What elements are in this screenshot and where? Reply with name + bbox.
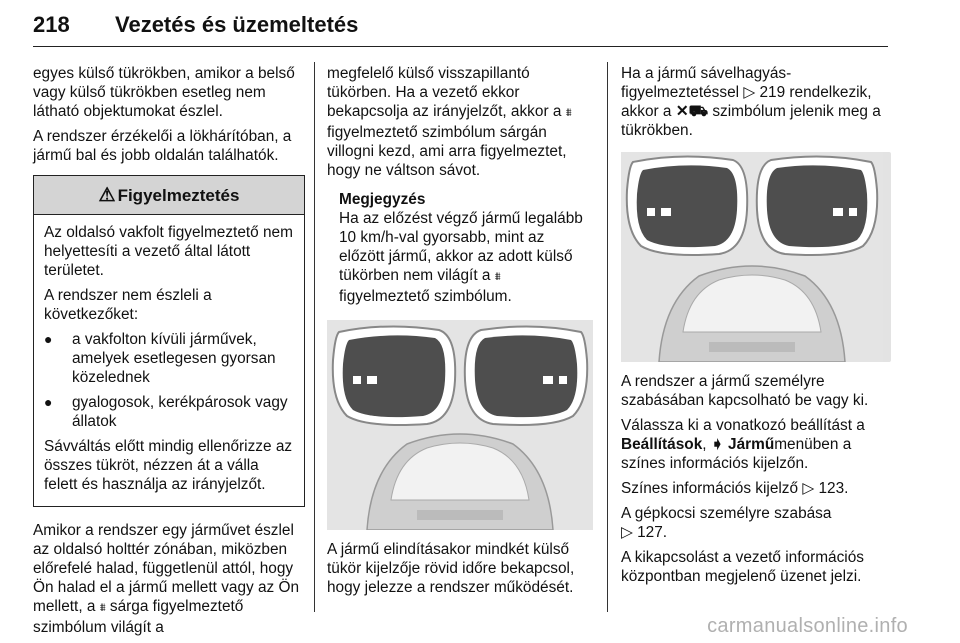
lane-departure-icon: ✕⛟: [675, 103, 709, 120]
blind-spot-icon: ⩩: [565, 107, 572, 119]
menu-label: Beállítások: [621, 436, 703, 453]
mirrors-car-image: [327, 320, 593, 530]
mirror-illustration: [327, 320, 593, 530]
bullet-icon: ●: [44, 331, 53, 347]
list-item-text: a vakfolton kívüli járművek, amelyek esetlegesen gyorsan közelednek: [72, 331, 276, 386]
text: menüben a színes információs kijelzőn.: [621, 436, 852, 472]
paragraph: [621, 504, 891, 542]
paragraph: A rendszer nem észleli a következőket:: [44, 287, 212, 323]
list-item: [44, 330, 294, 387]
warning-box: [33, 175, 305, 507]
watermark: carmanualsonline.info: [707, 615, 908, 637]
reference-arrow-icon: ▷: [743, 84, 756, 101]
text: szimbólum jelenik meg a tükrökben.: [621, 103, 881, 139]
warning-body: [34, 215, 304, 506]
paragraph: [621, 479, 891, 498]
column-1: [33, 64, 305, 643]
text: A gépkocsi személyre szabása: [621, 505, 832, 522]
column-2: [327, 64, 593, 603]
paragraph: [327, 64, 593, 180]
text: figyelmeztető szimbólum.: [339, 288, 512, 305]
bullet-icon: ●: [44, 394, 53, 410]
column-divider: [314, 62, 315, 612]
paragraph: Sávváltás előtt mindig ellenőrizze az összes tükröt, nézzen át a válla felett és használja az irányjelzőt.: [44, 438, 293, 493]
warning-header: [34, 176, 304, 215]
text: 219 rendelkezik, akkor a: [621, 84, 872, 120]
text: Amikor a rendszer egy járművet észlel az oldalsó holttér zónában, miközben előrefelé halad, függetlenül attól, hogy Ön halad el a jármű mellett vagy az Ön mellett, a: [33, 522, 300, 615]
text: Válassza ki a vonatkozó beállítást a: [621, 417, 865, 434]
column-divider: [607, 62, 608, 612]
paragraph: A kikapcsolást a vezető információs központban megjelenő üzenet jelzi.: [621, 549, 864, 585]
menu-label: Jármű: [728, 436, 775, 453]
page-header: [33, 6, 888, 47]
reference-arrow-icon: ▷: [802, 480, 815, 497]
mirror-illustration: [621, 152, 891, 362]
page-reference: 127.: [637, 524, 668, 541]
note-text: [339, 209, 593, 306]
paragraph: Válassza ki a vonatkozó beállítást a Beállítások, ➧ Járműmenüben a színes információs kijelzőn.: [621, 417, 865, 472]
list-item: [44, 393, 294, 431]
paragraph: A rendszer a jármű személyre szabásában kapcsolható be vagy ki.: [621, 373, 869, 409]
column-3: [621, 64, 891, 592]
warning-title: Figyelmeztetés: [117, 185, 240, 205]
page-reference: 123.: [818, 480, 849, 497]
text: sárga figyelmeztető szimbólum világít a: [33, 598, 244, 636]
text: figyelmeztető szimbólum sárgán villogni kezd, ami arra figyelmeztet, hogy ne váltson sávot.: [327, 124, 567, 179]
list-item-text: gyalogosok, kerékpárosok vagy állatok: [72, 394, 288, 430]
note-title: Megjegyzés: [339, 191, 426, 208]
paragraph: [33, 521, 305, 637]
page-title: Vezetés és üzemeltetés: [115, 12, 359, 37]
text: megfelelő külső visszapillantó tükörben. Ha a vezető ekkor bekapcsolja az irányjelzőt, akkor a: [327, 65, 562, 120]
paragraph: [621, 64, 891, 140]
page-number: 218: [33, 12, 70, 37]
mirrors-car-image: [621, 152, 883, 362]
paragraph: Az oldalsó vakfolt figyelmeztető nem helyettesíti a vezető által látott területet.: [44, 224, 293, 279]
menu-arrow-icon: ➧: [710, 436, 724, 453]
paragraph: A rendszer érzékelői a lökhárítóban, a jármű bal és jobb oldalán találhatók.: [33, 128, 292, 164]
blind-spot-icon: ⩩: [494, 271, 501, 283]
text: Színes információs kijelző: [621, 480, 799, 497]
text: Ha a jármű sávelhagyás-figyelmeztetéssel: [621, 65, 792, 101]
warning-triangle-icon: ⚠: [98, 184, 116, 206]
reference-arrow-icon: ▷: [621, 524, 633, 541]
text: Ha az előzést végző jármű legalább 10 km/h-val gyorsabb, mint az előzött jármű, akkor az adott külső tükörben nem világít a: [339, 210, 583, 284]
paragraph: egyes külső tükrökben, amikor a belső vagy külső tükrökben esetleg nem látható objektumokat észlel.: [33, 65, 295, 120]
blind-spot-icon: ⩩: [99, 602, 106, 614]
note-block: [327, 190, 593, 306]
paragraph: A jármű elindításakor mindkét külső tükör kijelzője rövid időre bekapcsol, hogy jelezze a rendszer működését.: [327, 541, 575, 596]
